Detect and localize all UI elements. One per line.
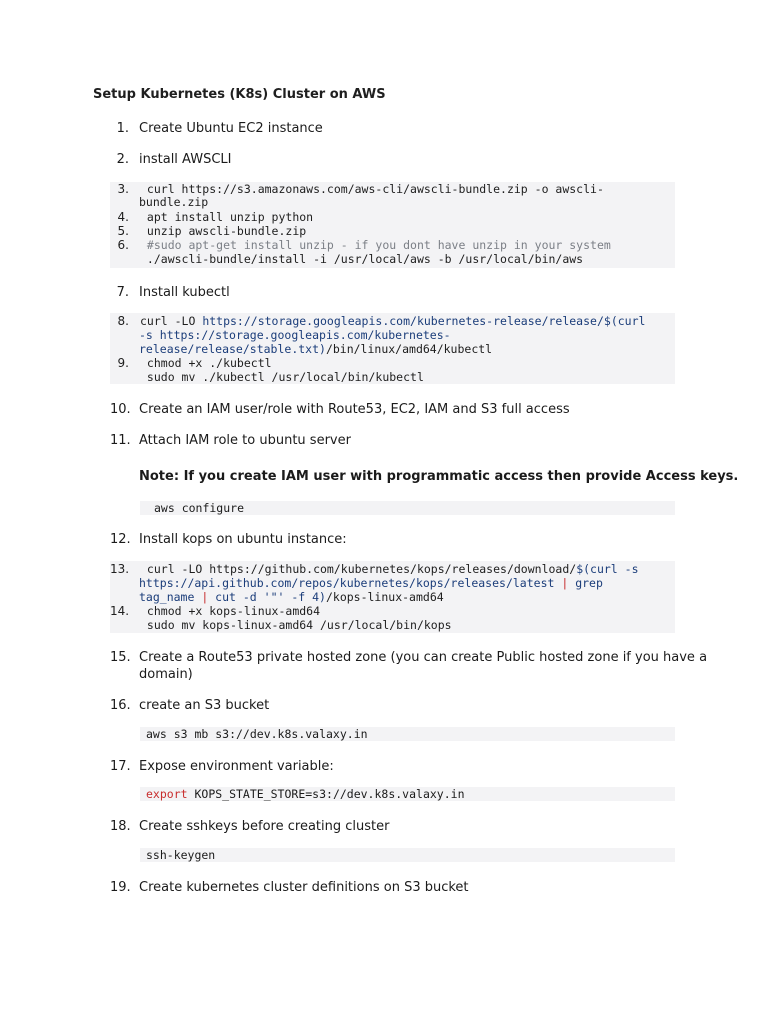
code-url: release/release/stable.txt) <box>139 342 326 356</box>
code-line: /kops-linux-amd64 <box>325 590 444 604</box>
code-line: sudo mv kops-linux-amd64 /usr/local/bin/kops <box>140 618 452 632</box>
code-line: KOPS_STATE_STORE=s3://dev.k8s.valaxy.in <box>187 787 465 801</box>
code-url: https://api.github.com/repos/kubernetes/kops/releases/latest <box>139 576 555 590</box>
step-number: 19. <box>110 880 131 895</box>
step-number: 10. <box>110 402 131 417</box>
line-number: 3. <box>117 182 129 196</box>
step-text: Create a Route53 private hosted zone (you can create Public hosted zone if you have a domain) <box>139 650 708 682</box>
code-command: grep <box>575 576 603 590</box>
line-number: 4. <box>117 210 129 224</box>
code-block-kops <box>110 561 675 633</box>
code-keyword: export <box>146 787 188 801</box>
code-line: sudo mv ./kubectl /usr/local/bin/kubectl <box>140 370 424 384</box>
step-text: Install kubectl <box>139 285 230 300</box>
page-title: Setup Kubernetes (K8s) Cluster on AWS <box>93 87 386 102</box>
line-number: 5. <box>117 224 129 238</box>
step-number: 18. <box>110 819 131 834</box>
code-line: curl -LO <box>140 314 203 328</box>
code-arg: tag_name <box>139 590 195 604</box>
code-block-s3-mb <box>140 727 675 741</box>
code-line: apt install unzip python <box>140 210 314 224</box>
code-line: chmod +x kops-linux-amd64 <box>140 604 321 618</box>
step-text: Expose environment variable: <box>139 759 334 774</box>
code-line: curl https://s3.amazonaws.com/aws-cli/awscli-bundle.zip -o awscli- <box>140 182 604 196</box>
code-line: chmod +x ./kubectl <box>140 356 272 370</box>
code-line: /bin/linux/amd64/kubectl <box>325 342 493 356</box>
step-number: 2. <box>116 152 129 167</box>
step-number: 11. <box>110 433 131 448</box>
step-text: Install kops on ubuntu instance: <box>139 532 347 547</box>
step-number: 1. <box>116 121 129 136</box>
code-pipe: | <box>194 590 216 604</box>
code-url: https://storage.googleapis.com/kubernetes-release/release/ <box>202 314 604 328</box>
code-command: cut -d <box>215 590 264 604</box>
code-line: ssh-keygen <box>146 848 216 862</box>
code-subshell: $(curl -s <box>576 562 639 576</box>
step-15 <box>110 649 708 683</box>
code-line: aws configure <box>154 501 245 515</box>
step-text: Create sshkeys before creating cluster <box>139 819 390 834</box>
code-line: curl -LO https://github.com/kubernetes/kops/releases/download/ <box>140 562 577 576</box>
code-pipe: | <box>554 576 576 590</box>
line-number: 14. <box>110 604 130 618</box>
line-number: 13. <box>110 562 130 576</box>
code-block-awscli <box>110 182 675 268</box>
step-number: 12. <box>110 532 131 547</box>
step-text: Create kubernetes cluster definitions on S3 bucket <box>139 880 469 895</box>
code-comment: #sudo apt-get install unzip - if you dont have unzip in your system <box>140 238 611 252</box>
note-text: Note: If you create IAM user with programmatic access then provide Access keys. <box>139 469 739 484</box>
step-text: Attach IAM role to ubuntu server <box>139 433 351 448</box>
line-number: 6. <box>117 238 129 252</box>
step-number: 7. <box>116 285 129 300</box>
line-number: 8. <box>117 314 129 328</box>
step-text: Create an IAM user/role with Route53, EC2, IAM and S3 full access <box>139 402 570 417</box>
code-line: unzip awscli-bundle.zip <box>140 224 307 238</box>
step-text: Create Ubuntu EC2 instance <box>139 121 323 136</box>
step-text: create an S3 bucket <box>139 698 270 713</box>
code-line: ./awscli-bundle/install -i /usr/local/aws -b /usr/local/bin/aws <box>140 252 584 266</box>
code-subshell: $(curl <box>603 314 646 328</box>
code-block-ssh-keygen <box>140 848 675 862</box>
step-number: 17. <box>110 759 131 774</box>
step-text: install AWSCLI <box>139 152 232 167</box>
line-number: 9. <box>117 356 129 370</box>
code-block-export <box>140 787 675 801</box>
step-number: 15. <box>110 650 131 665</box>
code-line: aws s3 mb s3://dev.k8s.valaxy.in <box>146 727 368 741</box>
code-block-aws-configure <box>140 501 675 515</box>
code-block-kubectl <box>110 313 675 384</box>
code-arg: -f 4) <box>284 590 326 604</box>
code-line: bundle.zip <box>139 195 209 209</box>
code-url: https://storage.googleapis.com/kubernetes- <box>159 328 451 342</box>
step-number: 16. <box>110 698 131 713</box>
code-string: '"' <box>263 590 285 604</box>
code-line: -s <box>139 328 160 342</box>
